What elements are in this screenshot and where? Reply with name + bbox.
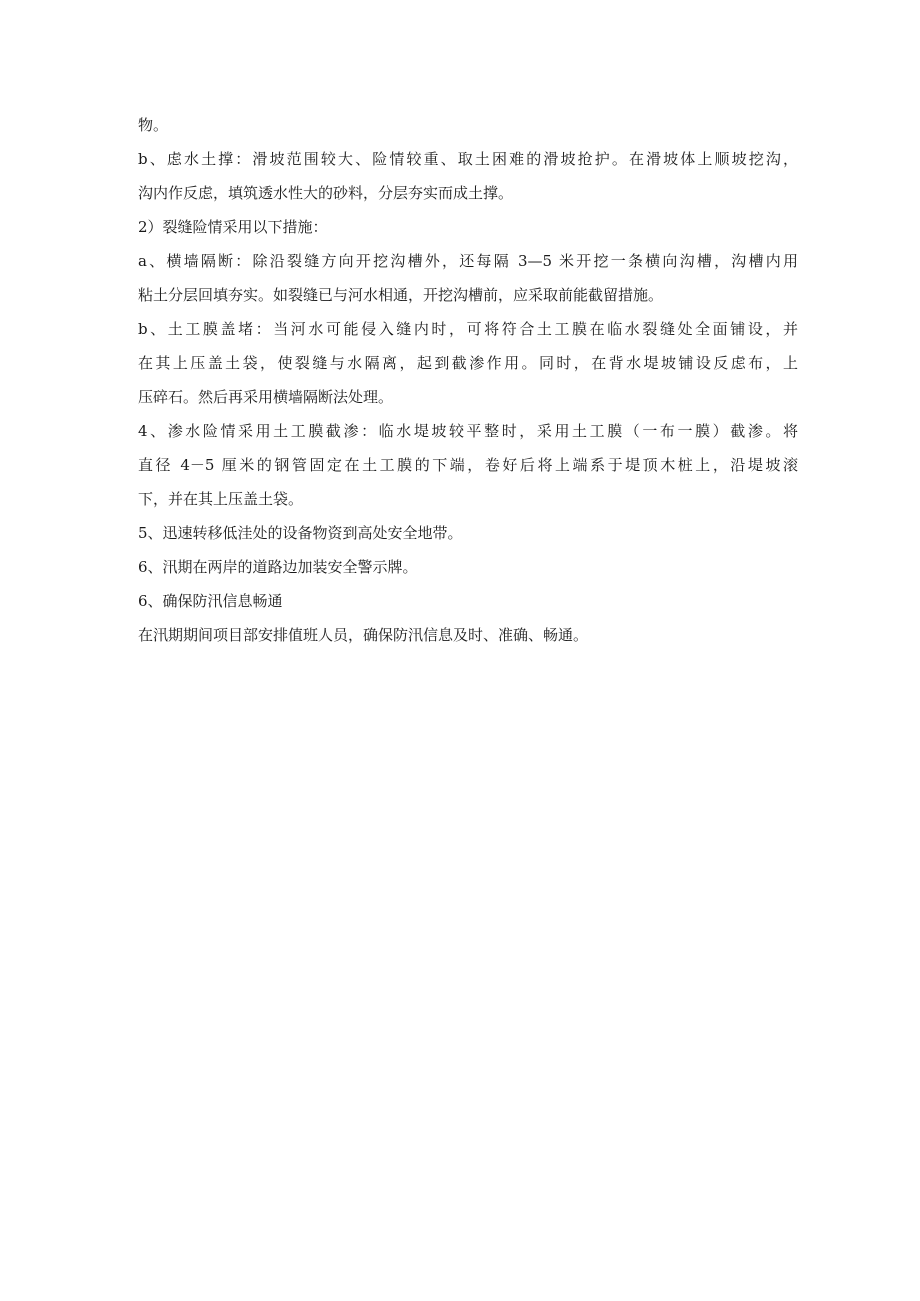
paragraph-line: a、横墙隔断：除沿裂缝方向开挖沟槽外，还每隔 3—5 米开挖一条横向沟槽，沟槽内用: [138, 252, 798, 270]
paragraph-line: 4、渗水险情采用土工膜截渗：临水堤坡较平整时，采用土工膜（一布一膜）截渗。将: [138, 422, 798, 440]
paragraph-line: 下，并在其上压盖土袋。: [138, 490, 304, 508]
paragraph-line: 压碎石。然后再采用横墙隔断法处理。: [138, 388, 394, 406]
paragraph-line: 在汛期期间项目部安排值班人员，确保防汛信息及时、准确、畅通。: [138, 626, 589, 644]
paragraph-line: 沟内作反虑，填筑透水性大的砂料，分层夯实而成土撑。: [138, 184, 514, 202]
paragraph-line: 在其上压盖土袋，使裂缝与水隔离，起到截渗作用。同时，在背水堤坡铺设反虑布，上: [138, 354, 798, 372]
paragraph-line: 粘土分层回填夯实。如裂缝已与河水相通，开挖沟槽前，应采取前能截留措施。: [138, 286, 664, 304]
paragraph-line: 直径 4－5 厘米的钢管固定在土工膜的下端，卷好后将上端系于堤顶木桩上，沿堤坡滚: [138, 456, 798, 474]
paragraph-line: 6、汛期在两岸的道路边加装安全警示牌。: [138, 558, 418, 576]
paragraph-line: 物。: [138, 116, 169, 134]
document-body: [138, 108, 798, 652]
paragraph-line: b、土工膜盖堵：当河水可能侵入缝内时，可将符合土工膜在临水裂缝处全面铺设，并: [138, 320, 798, 338]
section-heading: 6、确保防汛信息畅通: [138, 592, 283, 610]
paragraph-line: 5、迅速转移低洼处的设备物资到高处安全地带。: [138, 524, 463, 542]
paragraph-line: 2）裂缝险情采用以下措施：: [138, 218, 328, 236]
paragraph-line: b、虑水土撑：滑坡范围较大、险情较重、取土困难的滑坡抢护。在滑坡体上顺坡挖沟，: [138, 150, 798, 168]
